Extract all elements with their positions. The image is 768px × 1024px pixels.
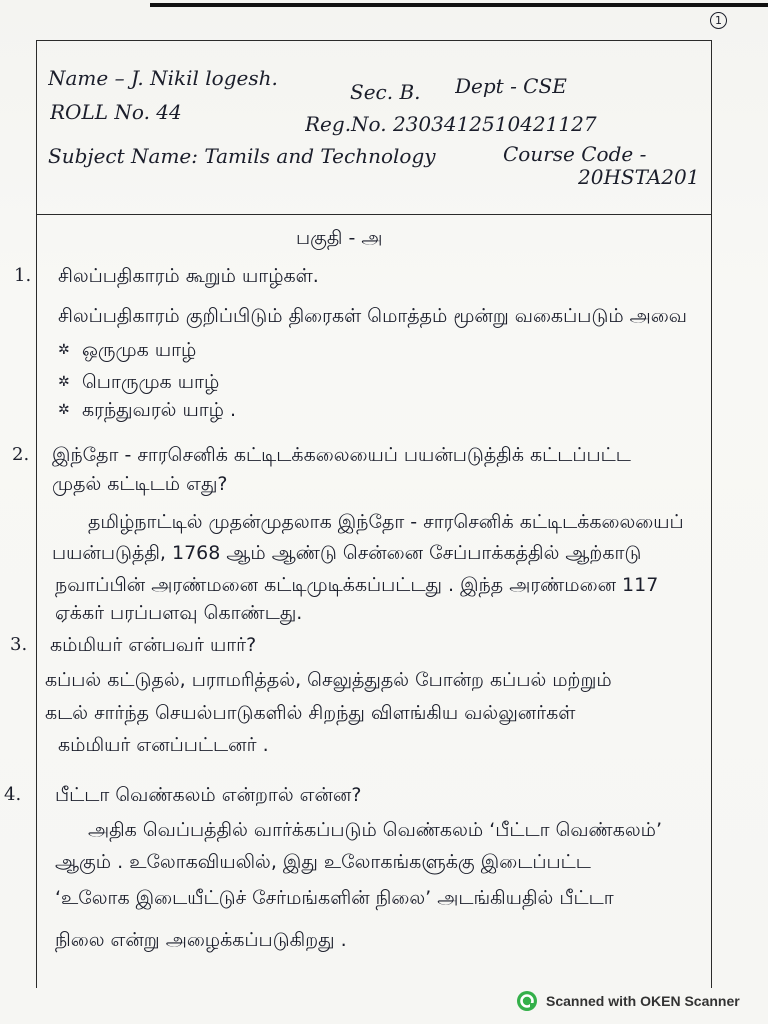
answer-line: ஆகும் . உலோகவியலில், இது உலோகங்களுக்கு இடைப்பட்ட [55, 851, 591, 873]
question-number: 2. [12, 444, 30, 465]
answer-line: கப்பல் கட்டுதல், பராமரித்தல், செலுத்துதல் போன்ற கப்பல் மற்றும் [45, 669, 612, 691]
answer-line: கடல் சார்ந்த செயல்பாடுகளில் சிறந்து விளங்கிய வல்லுனர்கள் [45, 702, 576, 724]
subject-name: Subject Name: Tamils and Technology [48, 144, 436, 168]
question-number: 4. [4, 784, 22, 805]
answer-line: நவாப்பின் அரண்மனை கட்டிமுடிக்கப்பட்டது . இந்த அரண்மனை 117 [55, 574, 659, 596]
section-field: Sec. B. [350, 80, 421, 104]
roll-number: ROLL No. 44 [50, 100, 182, 124]
answer-line: பயன்படுத்தி, 1768 ஆம் ஆண்டு சென்னை சேப்பாக்கத்தில் ஆற்காடு [52, 542, 642, 564]
page-number: 1 [710, 12, 727, 29]
question-text: பீட்டா வெண்கலம் என்றால் என்ன? [55, 784, 362, 806]
star-bullet-icon [58, 397, 76, 423]
answer-line: கம்மியர் எனப்பட்டனர் . [58, 734, 269, 756]
answer-line: அதிக வெப்பத்தில் வார்க்கப்படும் வெண்கலம் ‘பீட்டா வெண்கலம்’ [88, 819, 662, 841]
star-bullet-icon [58, 337, 76, 363]
question-text: முதல் கட்டிடம் எது? [52, 473, 228, 495]
answer-line: ‘உலோக இடையீட்டுச் சேர்மங்களின் நிலை’ அடங்கியதில் பீட்டா [55, 887, 614, 909]
bullet-item: பொருமுக யாழ் [82, 371, 220, 393]
course-code-label: Course Code - [503, 142, 647, 166]
course-code-value: 20HSTA201 [578, 165, 700, 189]
header-divider [36, 214, 712, 215]
scan-edge [150, 3, 768, 7]
oken-scanner-logo-icon [516, 990, 538, 1012]
register-number: Reg.No. 2303412510421127 [305, 112, 597, 136]
answer-line: ஏக்கர் பரப்பளவு கொண்டது. [55, 602, 303, 624]
question-number: 1. [14, 265, 32, 286]
scanner-watermark-text: Scanned with OKEN Scanner [546, 993, 740, 1009]
answer-line: தமிழ்நாட்டில் முதன்முதலாக இந்தோ - சாரசெனிக் கட்டிடக்கலையைப் [88, 511, 684, 533]
question-text: இந்தோ - சாரசெனிக் கட்டிடக்கலையைப் பயன்படுத்திக் கட்டப்பட்ட [52, 444, 631, 466]
question-text: கம்மியர் என்பவர் யார்? [50, 634, 257, 656]
answer-line: சிலப்பதிகாரம் குறிப்பிடும் திரைகள் மொத்தம் மூன்று வகைப்படும் அவை [58, 305, 687, 327]
bullet-item: கரந்துவரல் யாழ் . [82, 399, 237, 421]
bullet-item: ஒருமுக யாழ் [82, 339, 197, 361]
answer-line: நிலை என்று அழைக்கப்படுகிறது . [55, 929, 347, 951]
question-text: சிலப்பதிகாரம் கூறும் யாழ்கள். [58, 265, 319, 287]
question-number: 3. [10, 634, 28, 655]
part-title: பகுதி - அ [296, 227, 383, 249]
student-name: Name – J. Nikil logesh. [48, 66, 278, 90]
department-field: Dept - CSE [455, 74, 567, 98]
star-bullet-icon [58, 369, 76, 395]
